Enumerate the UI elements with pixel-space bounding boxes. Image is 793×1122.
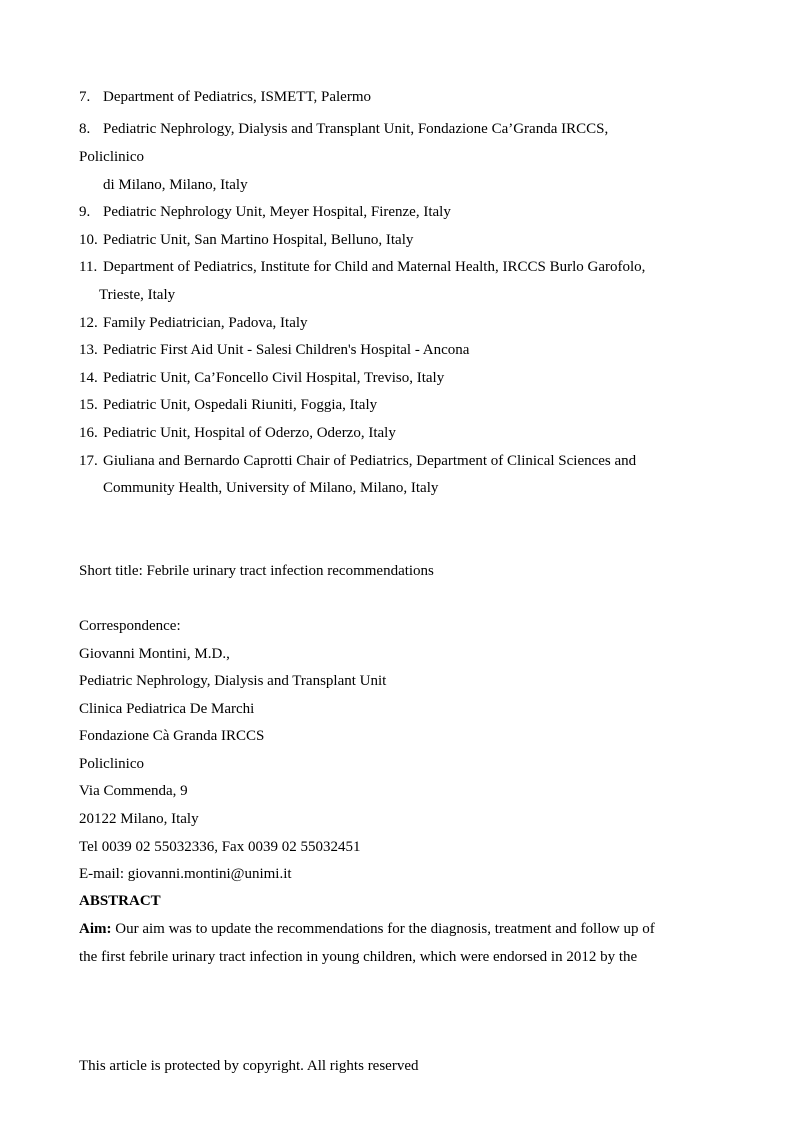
affiliation-text: Department of Pediatrics, Institute for Child and Maternal Health, IRCCS Burlo Garofolo, xyxy=(103,259,646,275)
correspondence-clinic: Clinica Pediatrica De Marchi xyxy=(79,701,255,717)
affiliation-number: 17. xyxy=(79,453,98,469)
short-title: Short title: Febrile urinary tract infection recommendations xyxy=(79,563,434,579)
affiliation-9 xyxy=(79,203,451,221)
affiliation-12 xyxy=(79,314,308,332)
affiliation-number: 12. xyxy=(79,315,98,331)
correspondence-heading: Correspondence: xyxy=(79,618,181,634)
affiliation-7 xyxy=(79,88,371,106)
affiliation-text: Pediatric Nephrology, Dialysis and Transplant Unit, Fondazione Ca’Granda IRCCS, xyxy=(103,121,609,137)
affiliation-number: 16. xyxy=(79,425,98,441)
affiliation-number: 15. xyxy=(79,397,98,413)
affiliation-15 xyxy=(79,396,377,414)
affiliation-number: 14. xyxy=(79,370,98,386)
abstract-aim-text: Our aim was to update the recommendations for the diagnosis, treatment and follow up of xyxy=(111,921,655,937)
affiliation-8-cont: Policlinico xyxy=(79,149,144,165)
affiliation-text: Department of Pediatrics, ISMETT, Palermo xyxy=(103,89,371,105)
affiliation-8-cont: di Milano, Milano, Italy xyxy=(103,177,248,193)
affiliation-text: Pediatric Nephrology Unit, Meyer Hospital, Firenze, Italy xyxy=(103,204,451,220)
affiliation-text: Pediatric Unit, Hospital of Oderzo, Oderzo, Italy xyxy=(103,425,396,441)
affiliation-text: Pediatric Unit, San Martino Hospital, Belluno, Italy xyxy=(103,232,414,248)
affiliation-16 xyxy=(79,424,396,442)
affiliation-number: 10. xyxy=(79,232,98,248)
correspondence-street: Via Commenda, 9 xyxy=(79,783,188,799)
copyright-footer: This article is protected by copyright. All rights reserved xyxy=(79,1058,419,1074)
correspondence-unit: Pediatric Nephrology, Dialysis and Transplant Unit xyxy=(79,673,387,689)
affiliation-17-cont: Community Health, University of Milano, Milano, Italy xyxy=(103,480,439,496)
affiliation-text: Pediatric First Aid Unit - Salesi Children's Hospital - Ancona xyxy=(103,342,470,358)
abstract-aim-line-1 xyxy=(79,920,655,938)
affiliation-11-cont: Trieste, Italy xyxy=(99,287,176,303)
affiliation-8 xyxy=(79,120,608,138)
abstract-aim-label: Aim: xyxy=(79,921,112,937)
affiliation-10 xyxy=(79,231,413,249)
correspondence-phone: Tel 0039 02 55032336, Fax 0039 02 55032451 xyxy=(79,839,361,855)
affiliation-13 xyxy=(79,341,469,359)
correspondence-city: 20122 Milano, Italy xyxy=(79,811,199,827)
affiliation-text: Giuliana and Bernardo Caprotti Chair of Pediatrics, Department of Clinical Sciences and xyxy=(103,453,637,469)
affiliation-text: Pediatric Unit, Ca’Foncello Civil Hospital, Treviso, Italy xyxy=(103,370,445,386)
affiliation-14 xyxy=(79,369,444,387)
abstract-heading: ABSTRACT xyxy=(79,893,161,909)
correspondence-foundation: Fondazione Cà Granda IRCCS xyxy=(79,728,265,744)
affiliation-number: 13. xyxy=(79,342,98,358)
affiliation-text: Family Pediatrician, Padova, Italy xyxy=(103,315,308,331)
abstract-aim-line-2: the first febrile urinary tract infection in young children, which were endorsed in 2012 by the xyxy=(79,949,638,965)
affiliation-text: Pediatric Unit, Ospedali Riuniti, Foggia, Italy xyxy=(103,397,378,413)
affiliation-number: 11. xyxy=(79,259,98,275)
affiliation-number: 8. xyxy=(79,121,91,137)
affiliation-number: 9. xyxy=(79,204,91,220)
affiliation-11 xyxy=(79,258,645,276)
correspondence-name: Giovanni Montini, M.D., xyxy=(79,646,230,662)
affiliation-17 xyxy=(79,452,636,470)
affiliation-number: 7. xyxy=(79,89,91,105)
correspondence-email: E-mail: giovanni.montini@unimi.it xyxy=(79,866,292,882)
correspondence-policlinico: Policlinico xyxy=(79,756,144,772)
